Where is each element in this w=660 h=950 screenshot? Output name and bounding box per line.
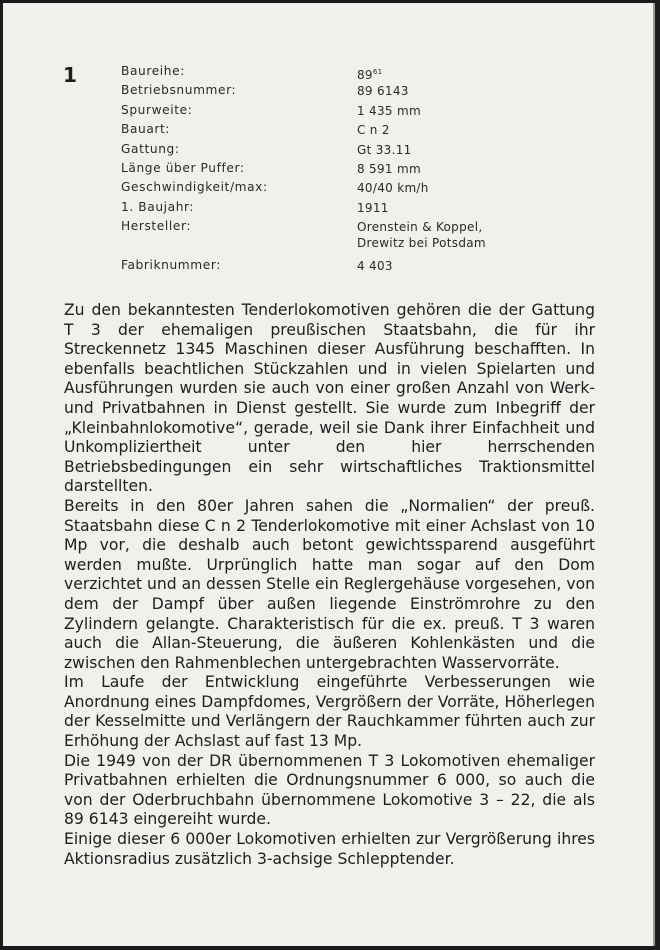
body-text bbox=[64, 301, 595, 869]
spec-value: 1911 bbox=[357, 200, 389, 215]
spec-label: Betriebsnummer: bbox=[121, 83, 237, 98]
spec-label: Hersteller: bbox=[121, 219, 192, 234]
spec-value: 89 6143 bbox=[357, 84, 409, 99]
spec-label: 1. Baujahr: bbox=[121, 199, 195, 214]
paragraph: Einige dieser 6 000er Lokomotiven erhielten zur Vergrößerung ihres Aktionsradius zusätzlich 3-achsige Schlepptender. bbox=[64, 830, 595, 868]
spec-label: Gattung: bbox=[121, 141, 180, 156]
spec-label: Geschwindigkeit/max: bbox=[121, 180, 268, 195]
spec-row-gattung bbox=[121, 142, 561, 161]
paragraph: Zu den bekanntesten Tenderlokomotiven gehören die der Gattung T 3 der ehemaligen preußischen Staatsbahn, die für ihr Streckennetz 1345 Maschinen dieser Ausführung beschafften. In ebenfalls beachtlichen Stückzahlen und in vielen Spielarten und Ausführungen wurden sie auch von einer großen Anzahl von Werk- und Privatbahnen in Dienst gestellt. Sie wurde zum Inbegriff der „Kleinbahnlokomotive“, gerade, weil sie Dank ihrer Einfachheit und Unkompliziertheit unter den hier herrschenden Betriebsbedingungen ein sehr wirtschaftliches Traktionsmittel darstellten. bbox=[64, 301, 595, 496]
paragraph: Die 1949 von der DR übernommenen T 3 Lokomotiven ehemaliger Privatbahnen erhielten die Ordnungsnummer 6 000, so auch die von der Oderbruchbahn übernommene Lokomotive 3 – 22, die als 89 6143 eingereiht wurde. bbox=[64, 751, 595, 829]
spec-value: Orenstein & Koppel, Drewitz bei Potsdam bbox=[357, 220, 486, 251]
spec-value: 4 403 bbox=[357, 259, 393, 274]
spec-row-baujahr bbox=[121, 200, 561, 219]
spec-label: Baureihe: bbox=[121, 64, 185, 78]
spec-row-laenge bbox=[121, 161, 561, 180]
page-number: 1 bbox=[63, 63, 77, 87]
spec-row-spurweite bbox=[121, 103, 561, 122]
paragraph: Bereits in den 80er Jahren sahen die „Normalien“ der preuß. Staatsbahn diese C n 2 Tenderlokomotive mit einer Achslast von 10 Mp vor, die deshalb auch betont gewichtssparend ausgeführt werden mußte. Urprünglich hatte man sogar auf den Dom verzichtet und an dessen Stelle ein Reglergehäuse vorgesehen, von dem der Dampf über außen liegende Einströmrohre zu den Zylindern gelangte. Charakteristisch für die ex. preuß. T 3 waren auch die Allan-Steuerung, die äußeren Kohlenkästen und die zwischen den Rahmenblechen untergebrachten Wasservorräte. bbox=[64, 496, 595, 672]
spec-label: Länge über Puffer: bbox=[121, 160, 245, 175]
spec-row-baureihe bbox=[121, 64, 561, 83]
spec-row-bauart bbox=[121, 122, 561, 141]
paragraph: Im Laufe der Entwicklung eingeführte Verbesserungen wie Anordnung eines Dampfdomes, Vergrößern der Vorräte, Höherlegen der Kesselmitte und Verlängern der Rauchkammer führten auch zur Erhöhung der Achslast auf fast 13 Mp. bbox=[64, 673, 595, 751]
spec-value-superscript: 61 bbox=[372, 68, 383, 76]
spec-value: Gt 33.11 bbox=[357, 142, 412, 157]
spec-label: Fabriknummer: bbox=[121, 258, 221, 273]
spec-value: 1 435 mm bbox=[357, 103, 421, 118]
spec-row-betriebsnummer bbox=[121, 83, 561, 102]
spec-label: Bauart: bbox=[121, 122, 171, 137]
spec-value: 40/40 km/h bbox=[357, 181, 429, 196]
spec-value: 8 591 mm bbox=[357, 161, 421, 176]
spec-value: $89^{61}$ bbox=[357, 68, 383, 82]
spec-row-fabriknummer bbox=[121, 258, 561, 277]
spec-label: Spurweite: bbox=[121, 102, 193, 117]
spec-table bbox=[121, 64, 561, 278]
spec-value: C n 2 bbox=[357, 123, 390, 138]
spec-row-hersteller bbox=[121, 219, 561, 258]
spec-row-geschwindigkeit bbox=[121, 180, 561, 199]
document-card bbox=[3, 3, 655, 946]
